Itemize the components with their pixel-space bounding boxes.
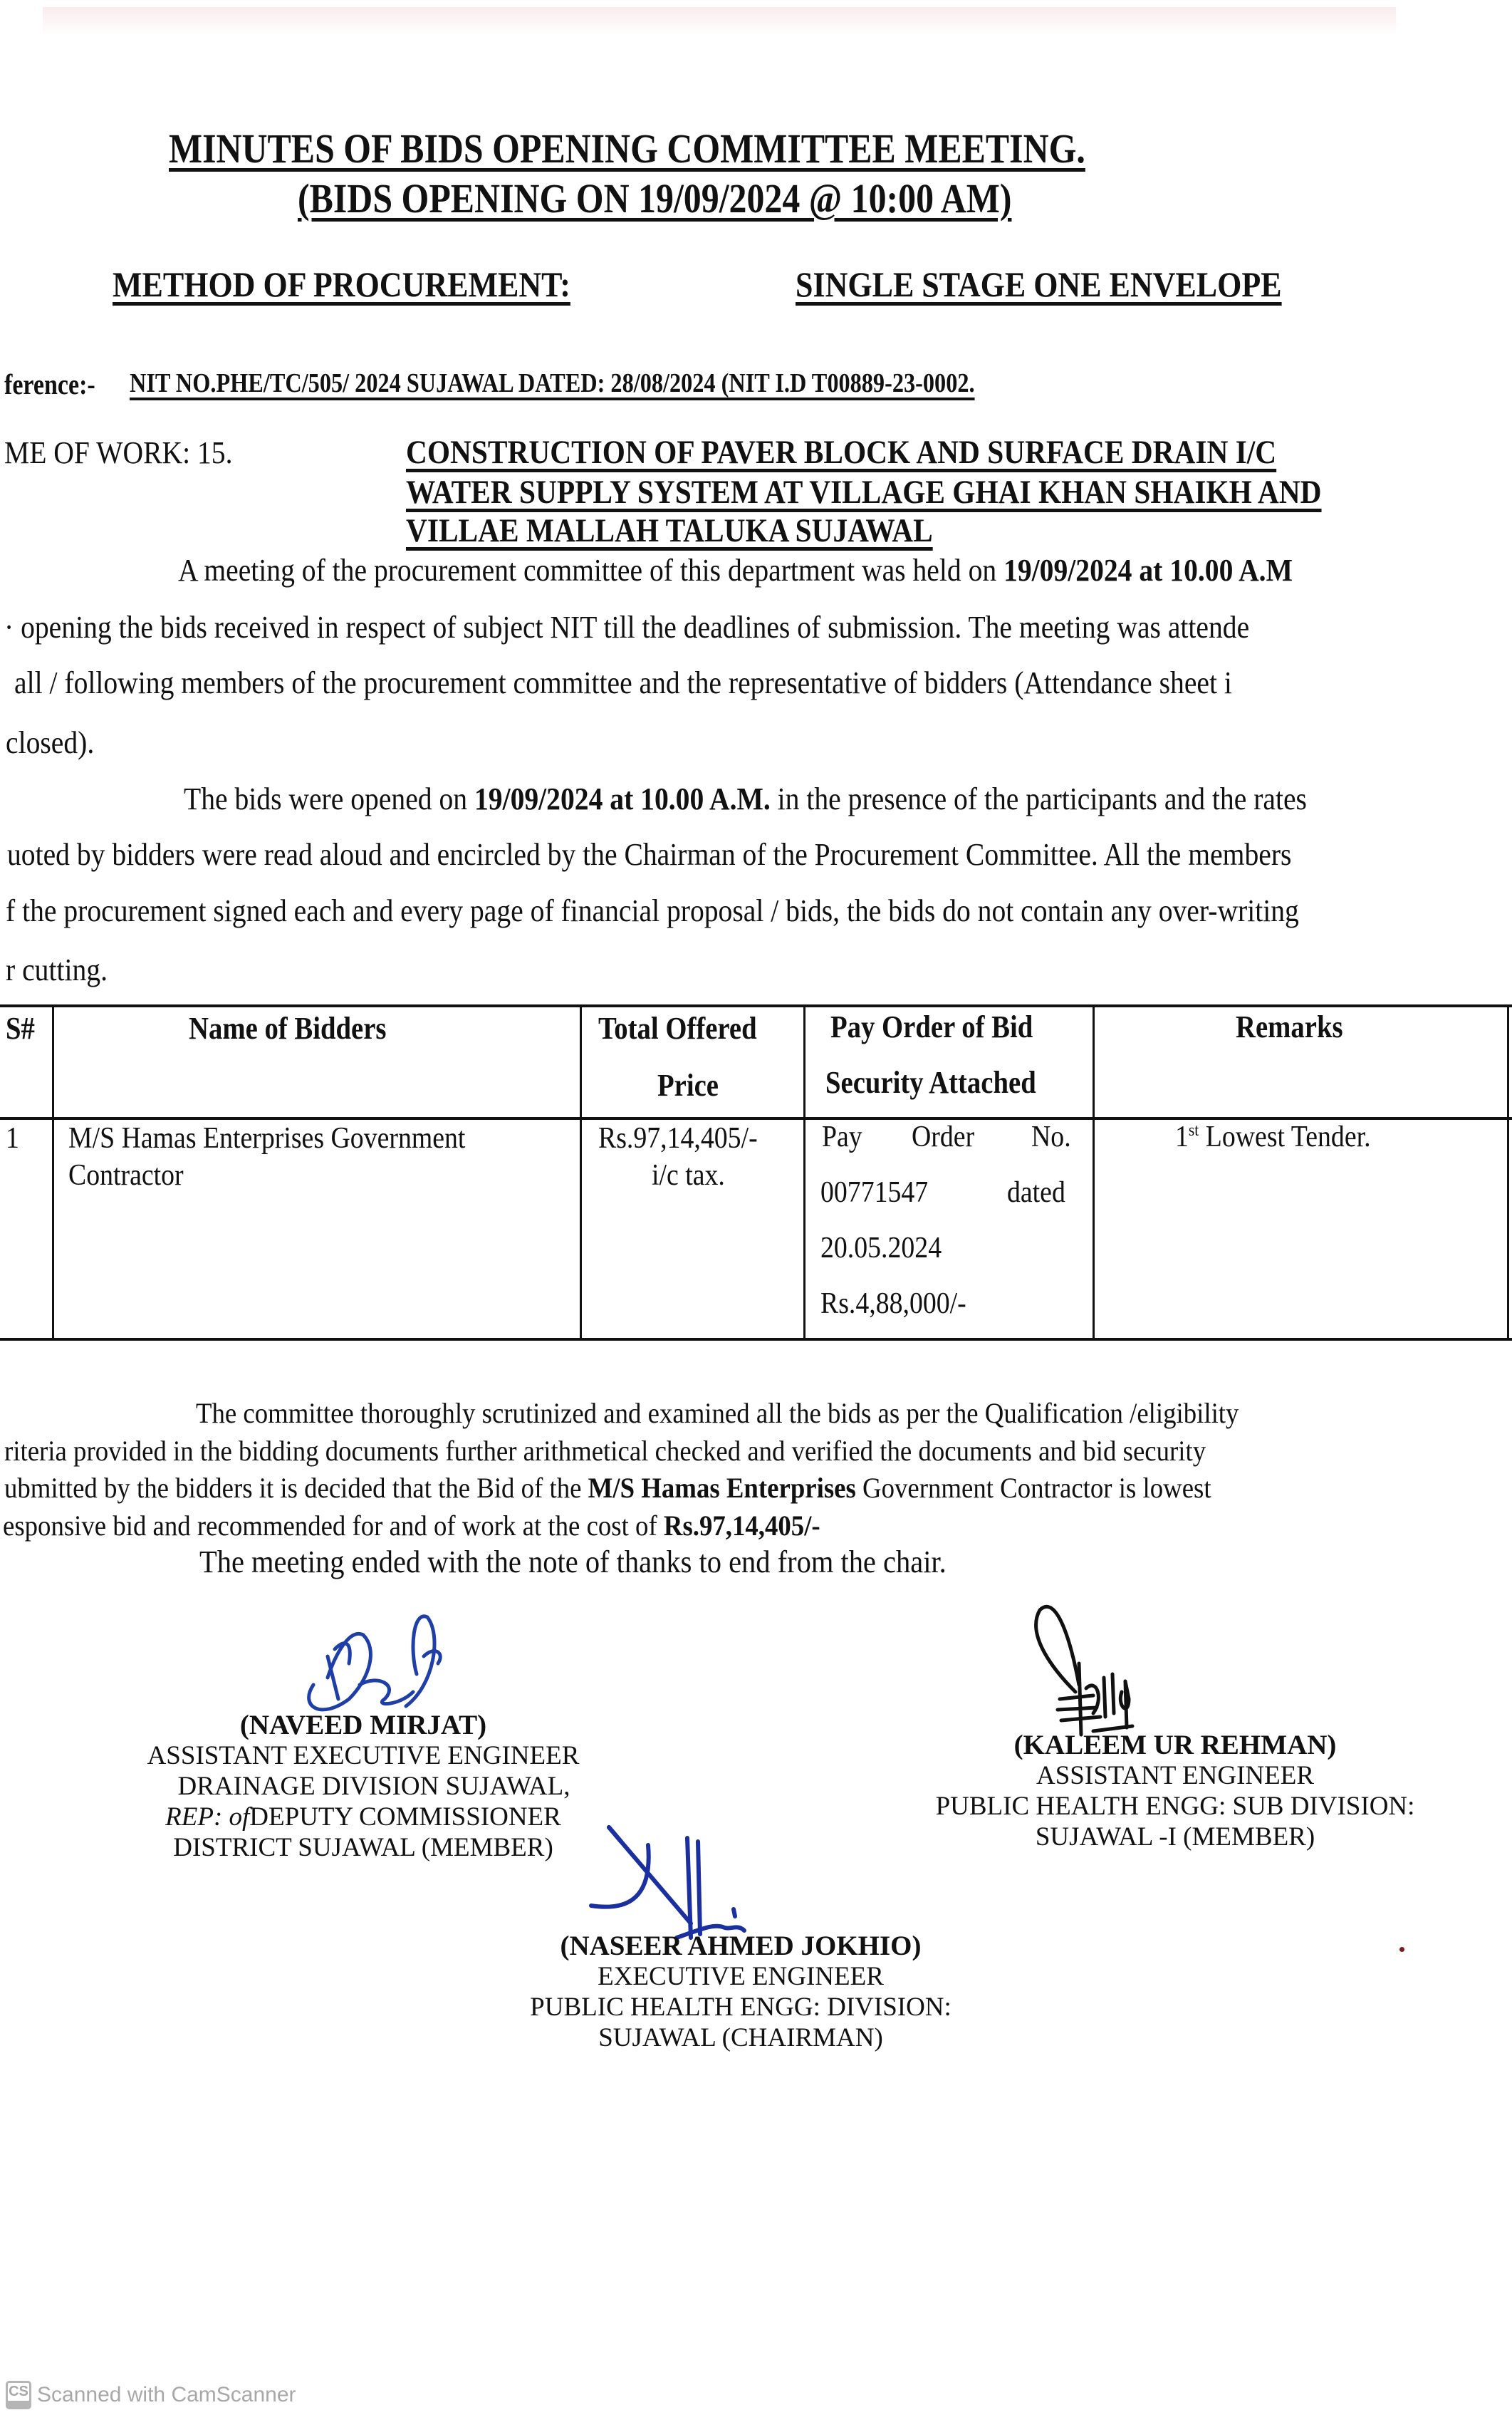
text: in the presence of the participants and the rates [770, 781, 1307, 816]
signatory-name: (NAVEED MIRJAT) [239, 1710, 487, 1740]
cell-remarks [1175, 1120, 1371, 1154]
signatory-block [470, 1931, 1011, 2053]
signatory-title: ASSISTANT ENGINEER [1036, 1761, 1314, 1790]
header-price: Total Offered [598, 1011, 757, 1046]
signatory-role: SUJAWAL -I (MEMBER) [1035, 1822, 1315, 1852]
signatory-department: PUBLIC HEALTH ENGG: SUB DIVISION: [935, 1792, 1415, 1821]
closing-line: The meeting ended with the note of thanks to end from the chair. [199, 1544, 947, 1579]
cell-payorder-date: 20.05.2024 [820, 1232, 942, 1264]
signature-kaleem-ur-rehman [1026, 1599, 1168, 1742]
signatory-department: DRAINAGE DIVISION SUJAWAL, [177, 1772, 570, 1801]
work-title-line: CONSTRUCTION OF PAVER BLOCK AND SURFACE DRAIN I/C [406, 434, 1277, 471]
ink-dot [1399, 1947, 1404, 1952]
signatory-title: ASSISTANT EXECUTIVE ENGINEER [147, 1741, 580, 1770]
reference-label: ference:- [4, 368, 95, 400]
text: esponsive bid and recommended for and of work at the cost of [3, 1510, 664, 1542]
table-column-divider [52, 1004, 54, 1341]
header-remarks: Remarks [1236, 1009, 1343, 1044]
table-border-top [0, 1004, 1512, 1007]
paragraph-3-line [4, 1471, 1211, 1505]
camscanner-logo-icon: CS [6, 2381, 31, 2409]
text: A meeting of the procurement committee of this department was held on [178, 553, 1004, 588]
cell-payorder-word: Pay [822, 1121, 862, 1153]
scan-artifact [43, 7, 1396, 36]
work-title-line: WATER SUPPLY SYSTEM AT VILLAGE GHAI KHAN SHAIKH AND [406, 474, 1322, 511]
paragraph-2-line: uoted by bidders were read aloud and encircled by the Chairman of the Procurement Committee. All the members [7, 837, 1292, 872]
document-title: MINUTES OF BIDS OPENING COMMITTEE MEETING. [169, 125, 1085, 172]
header-payorder: Pay Order of Bid [830, 1009, 1033, 1044]
paragraph-2-line [184, 781, 1307, 817]
method-value: SINGLE STAGE ONE ENVELOPE [796, 264, 1282, 304]
paragraph-2-line: f the procurement signed each and every page of financial proposal / bids, the bids do not contain any over-writing [6, 893, 1299, 928]
header-payorder: Security Attached [825, 1065, 1036, 1100]
work-title-line: VILLAE MALLAH TALUKA SUJAWAL [406, 512, 933, 549]
signatory-representation [128, 1802, 598, 1832]
cell-payorder-word: dated [1007, 1176, 1065, 1209]
signatory-name: (KALEEM UR REHMAN) [1013, 1730, 1337, 1760]
document-subtitle: (BIDS OPENING ON 19/09/2024 @ 10:00 AM) [298, 175, 1012, 222]
watermark-text: Scanned with CamScanner [37, 2383, 296, 2406]
paragraph-1-line: closed). [6, 725, 95, 760]
cell-bidder-name: M/S Hamas Enterprises Government [68, 1122, 466, 1155]
winning-amount: Rs.97,14,405/- [663, 1510, 820, 1542]
paragraph-3-line [3, 1509, 820, 1542]
table-column-divider [580, 1004, 582, 1341]
opening-datetime: 19/09/2024 at 10.00 A.M. [474, 781, 771, 816]
text: DEPUTY COMMISSIONER [249, 1802, 561, 1832]
signature-naseer-ahmed-jokhio [570, 1817, 769, 1945]
text: The bids were opened on [184, 781, 474, 816]
signatory-department: PUBLIC HEALTH ENGG: DIVISION: [530, 1993, 951, 2022]
paragraph-1-line: · opening the bids received in respect of subject NIT till the deadlines of submission. The meeting was attende [4, 610, 1250, 645]
table-border-bottom [0, 1338, 1512, 1341]
cell-payorder-word: No. [1031, 1121, 1071, 1153]
table-column-divider [803, 1004, 805, 1341]
text: 1 [1175, 1121, 1189, 1153]
meeting-datetime: 19/09/2024 at 10.00 A.M [1003, 553, 1293, 588]
work-label: ME OF WORK: 15. [4, 435, 233, 470]
table-border-right [1507, 1004, 1509, 1341]
signature-naveed-mirjat [292, 1606, 463, 1720]
signatory-name: (NASEER AHMED JOKHIO) [560, 1931, 922, 1961]
text: Lowest Tender. [1199, 1121, 1371, 1153]
table-column-divider [1093, 1004, 1095, 1341]
method-label: METHOD OF PROCUREMENT: [113, 264, 570, 304]
signatory-block [897, 1730, 1453, 1852]
winning-bidder: M/S Hamas Enterprises [588, 1472, 856, 1504]
header-sno: S# [6, 1011, 35, 1046]
text: Government Contractor is lowest [855, 1472, 1211, 1504]
ordinal-suffix: st [1188, 1121, 1199, 1140]
camscanner-watermark [6, 2381, 296, 2409]
cell-payorder-number: 00771547 [820, 1176, 929, 1209]
cell-sno: 1 [6, 1122, 19, 1155]
signatory-role: SUJAWAL (CHAIRMAN) [598, 2023, 883, 2052]
signatory-title: EXECUTIVE ENGINEER [598, 1962, 884, 1991]
paragraph-2-line: r cutting. [6, 952, 108, 987]
cell-bidder-name: Contractor [68, 1159, 184, 1192]
paragraph-3-line: riteria provided in the bidding documents further arithmetical checked and verified the documents and bid security [4, 1435, 1206, 1467]
text: ubmitted by the bidders it is decided that the Bid of the [4, 1472, 588, 1504]
reference-value: NIT NO.PHE/TC/505/ 2024 SUJAWAL DATED: 28/08/2024 (NIT I.D T00889-23-0002. [130, 368, 975, 398]
cell-payorder-word: Order [912, 1121, 975, 1153]
header-price: Price [657, 1068, 719, 1103]
signatory-block [128, 1710, 598, 1863]
paragraph-3-line: The committee thoroughly scrutinized and examined all the bids as per the Qualification /eligibility [196, 1397, 1239, 1429]
paragraph-1-line [178, 552, 1293, 588]
cell-price: Rs.97,14,405/- [598, 1122, 758, 1155]
rep-prefix: REP: of [165, 1802, 250, 1832]
cell-payorder-amount: Rs.4,88,000/- [820, 1287, 966, 1320]
signatory-role: DISTRICT SUJAWAL (MEMBER) [173, 1833, 553, 1862]
header-name: Name of Bidders [189, 1011, 387, 1046]
cell-price-tax: i/c tax. [652, 1159, 725, 1192]
paragraph-1-line: all / following members of the procurement committee and the representative of bidders (Attendance sheet i [14, 665, 1232, 700]
